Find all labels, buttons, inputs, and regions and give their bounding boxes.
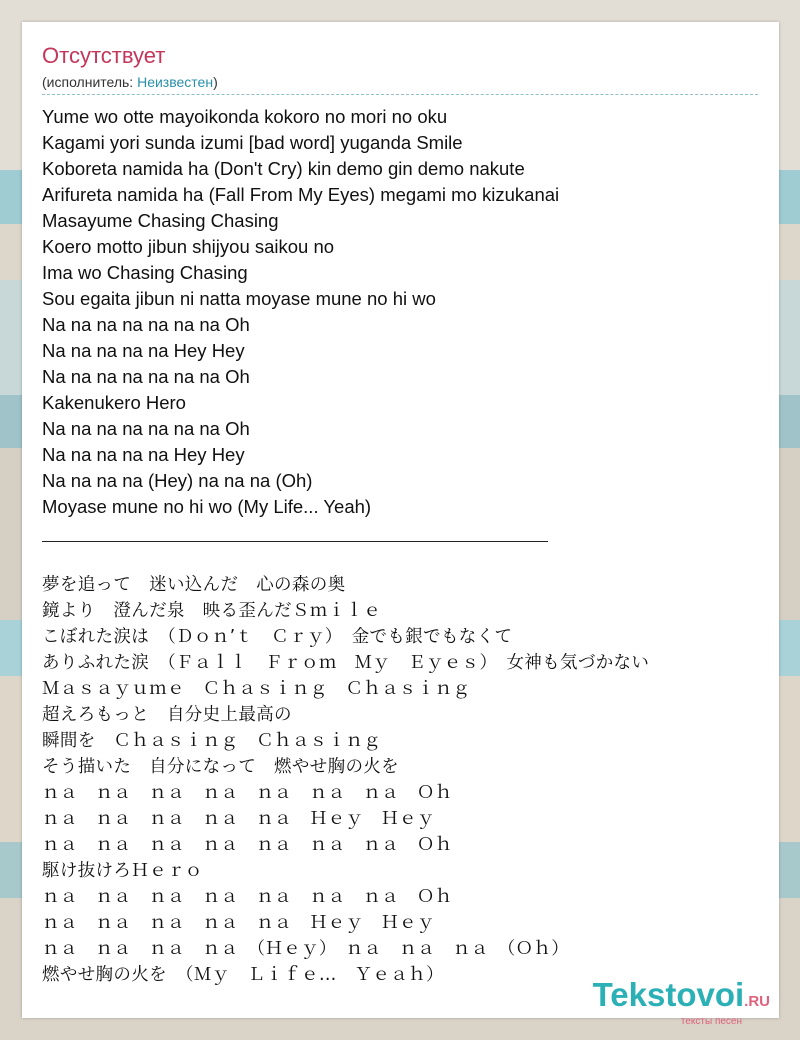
lyric-line-jp: ｎａ ｎａ ｎａ ｎａ ｎａ ｎａ ｎａ Ｏｈ xyxy=(42,887,453,907)
artist-line xyxy=(42,72,758,95)
lyric-line: Na na na na na na na Oh xyxy=(42,314,250,335)
lyric-line: Moyase mune no hi wo (My Life... Yeah) xyxy=(42,496,372,517)
lyric-line: Arifureta namida ha (Fall From My Eyes) megami mo kizukanai xyxy=(42,184,560,205)
lyric-line: Ima wo Chasing Chasing xyxy=(42,262,248,283)
lyric-line-jp: 超えろもっと 自分史上最高の xyxy=(42,705,292,725)
lyric-line-jp: 鏡より 澄んだ泉 映る歪んだＳｍｉｌｅ xyxy=(42,601,382,621)
artist-prefix: (исполнитель: xyxy=(42,74,138,90)
lyric-line-jp: 燃やせ胸の火を （Ｍｙ Ｌｉｆｅ… Ｙｅａｈ） xyxy=(42,965,444,985)
artist-suffix: ) xyxy=(213,74,218,90)
song-header xyxy=(42,42,758,95)
lyrics-romaji xyxy=(42,104,758,520)
logo-main-text: Tekstovoi xyxy=(592,976,745,1013)
logo-tld: .RU xyxy=(744,993,770,1010)
lyric-line-jp: ｎａ ｎａ ｎａ ｎａ ｎａ ｎａ ｎａ Ｏｈ xyxy=(42,783,453,803)
logo-wordmark xyxy=(593,978,770,1019)
lyric-line: Na na na na na na na Oh xyxy=(42,418,250,439)
site-logo[interactable] xyxy=(593,978,770,1027)
lyric-line-jp: 駆け抜けろＨｅｒｏ xyxy=(42,861,203,881)
lyric-line: Na na na na na na na Oh xyxy=(42,366,250,387)
lyric-line-jp: Ｍａｓａｙｕｍｅ Ｃｈａｓｉｎｇ Ｃｈａｓｉｎｇ xyxy=(42,679,471,699)
lyric-line: Na na na na na Hey Hey xyxy=(42,444,245,465)
lyric-line: Kagami yori sunda izumi [bad word] yuganda Smile xyxy=(42,132,463,153)
lyric-line: Kakenukero Hero xyxy=(42,392,186,413)
lyric-line: Na na na na na Hey Hey xyxy=(42,340,245,361)
lyric-line-jp: ｎａ ｎａ ｎａ ｎａ ｎａ ｎａ ｎａ Ｏｈ xyxy=(42,835,453,855)
lyric-line-jp: こぼれた涙は （Ｄｏｎ’ｔ Ｃｒｙ） 金でも銀でもなくて xyxy=(42,627,513,647)
lyric-line-jp: ｎａ ｎａ ｎａ ｎａ ｎａ Ｈｅｙ Ｈｅｙ xyxy=(42,913,435,933)
lyric-line: Koero motto jibun shijyou saikou no xyxy=(42,236,335,257)
lyric-line: Sou egaita jibun ni natta moyase mune no hi wo xyxy=(42,288,436,309)
lyric-line: Koboreta namida ha (Don't Cry) kin demo gin demo nakute xyxy=(42,158,525,179)
lyric-line: Yume wo otte mayoikonda kokoro no mori no oku xyxy=(42,106,448,127)
logo-subtitle: тексты песен xyxy=(680,1016,742,1027)
section-divider xyxy=(42,541,548,542)
lyric-line-jp: 瞬間を Ｃｈａｓｉｎｇ Ｃｈａｓｉｎｇ xyxy=(42,731,382,751)
lyric-line-jp: ｎａ ｎａ ｎａ ｎａ ｎａ Ｈｅｙ Ｈｅｙ xyxy=(42,809,435,829)
song-title: Отсутствует xyxy=(42,43,166,68)
lyric-line-jp: ありふれた涙 （Ｆａｌｌ Ｆｒｏｍ Ｍｙ Ｅｙｅｓ） 女神も気づかない xyxy=(42,653,650,673)
lyric-line-jp: 夢を追って 迷い込んだ 心の森の奥 xyxy=(42,575,346,595)
lyric-line-jp: そう描いた 自分になって 燃やせ胸の火を xyxy=(42,757,399,777)
artist-link[interactable]: Неизвестен xyxy=(137,74,214,90)
lyric-line-jp: ｎａ ｎａ ｎａ ｎａ （Ｈｅｙ） ｎａ ｎａ ｎａ （Ｏｈ） xyxy=(42,939,570,959)
lyric-line: Na na na na (Hey) na na na (Oh) xyxy=(42,470,313,491)
lyrics-japanese xyxy=(42,572,758,988)
lyric-line: Masayume Chasing Chasing xyxy=(42,210,279,231)
